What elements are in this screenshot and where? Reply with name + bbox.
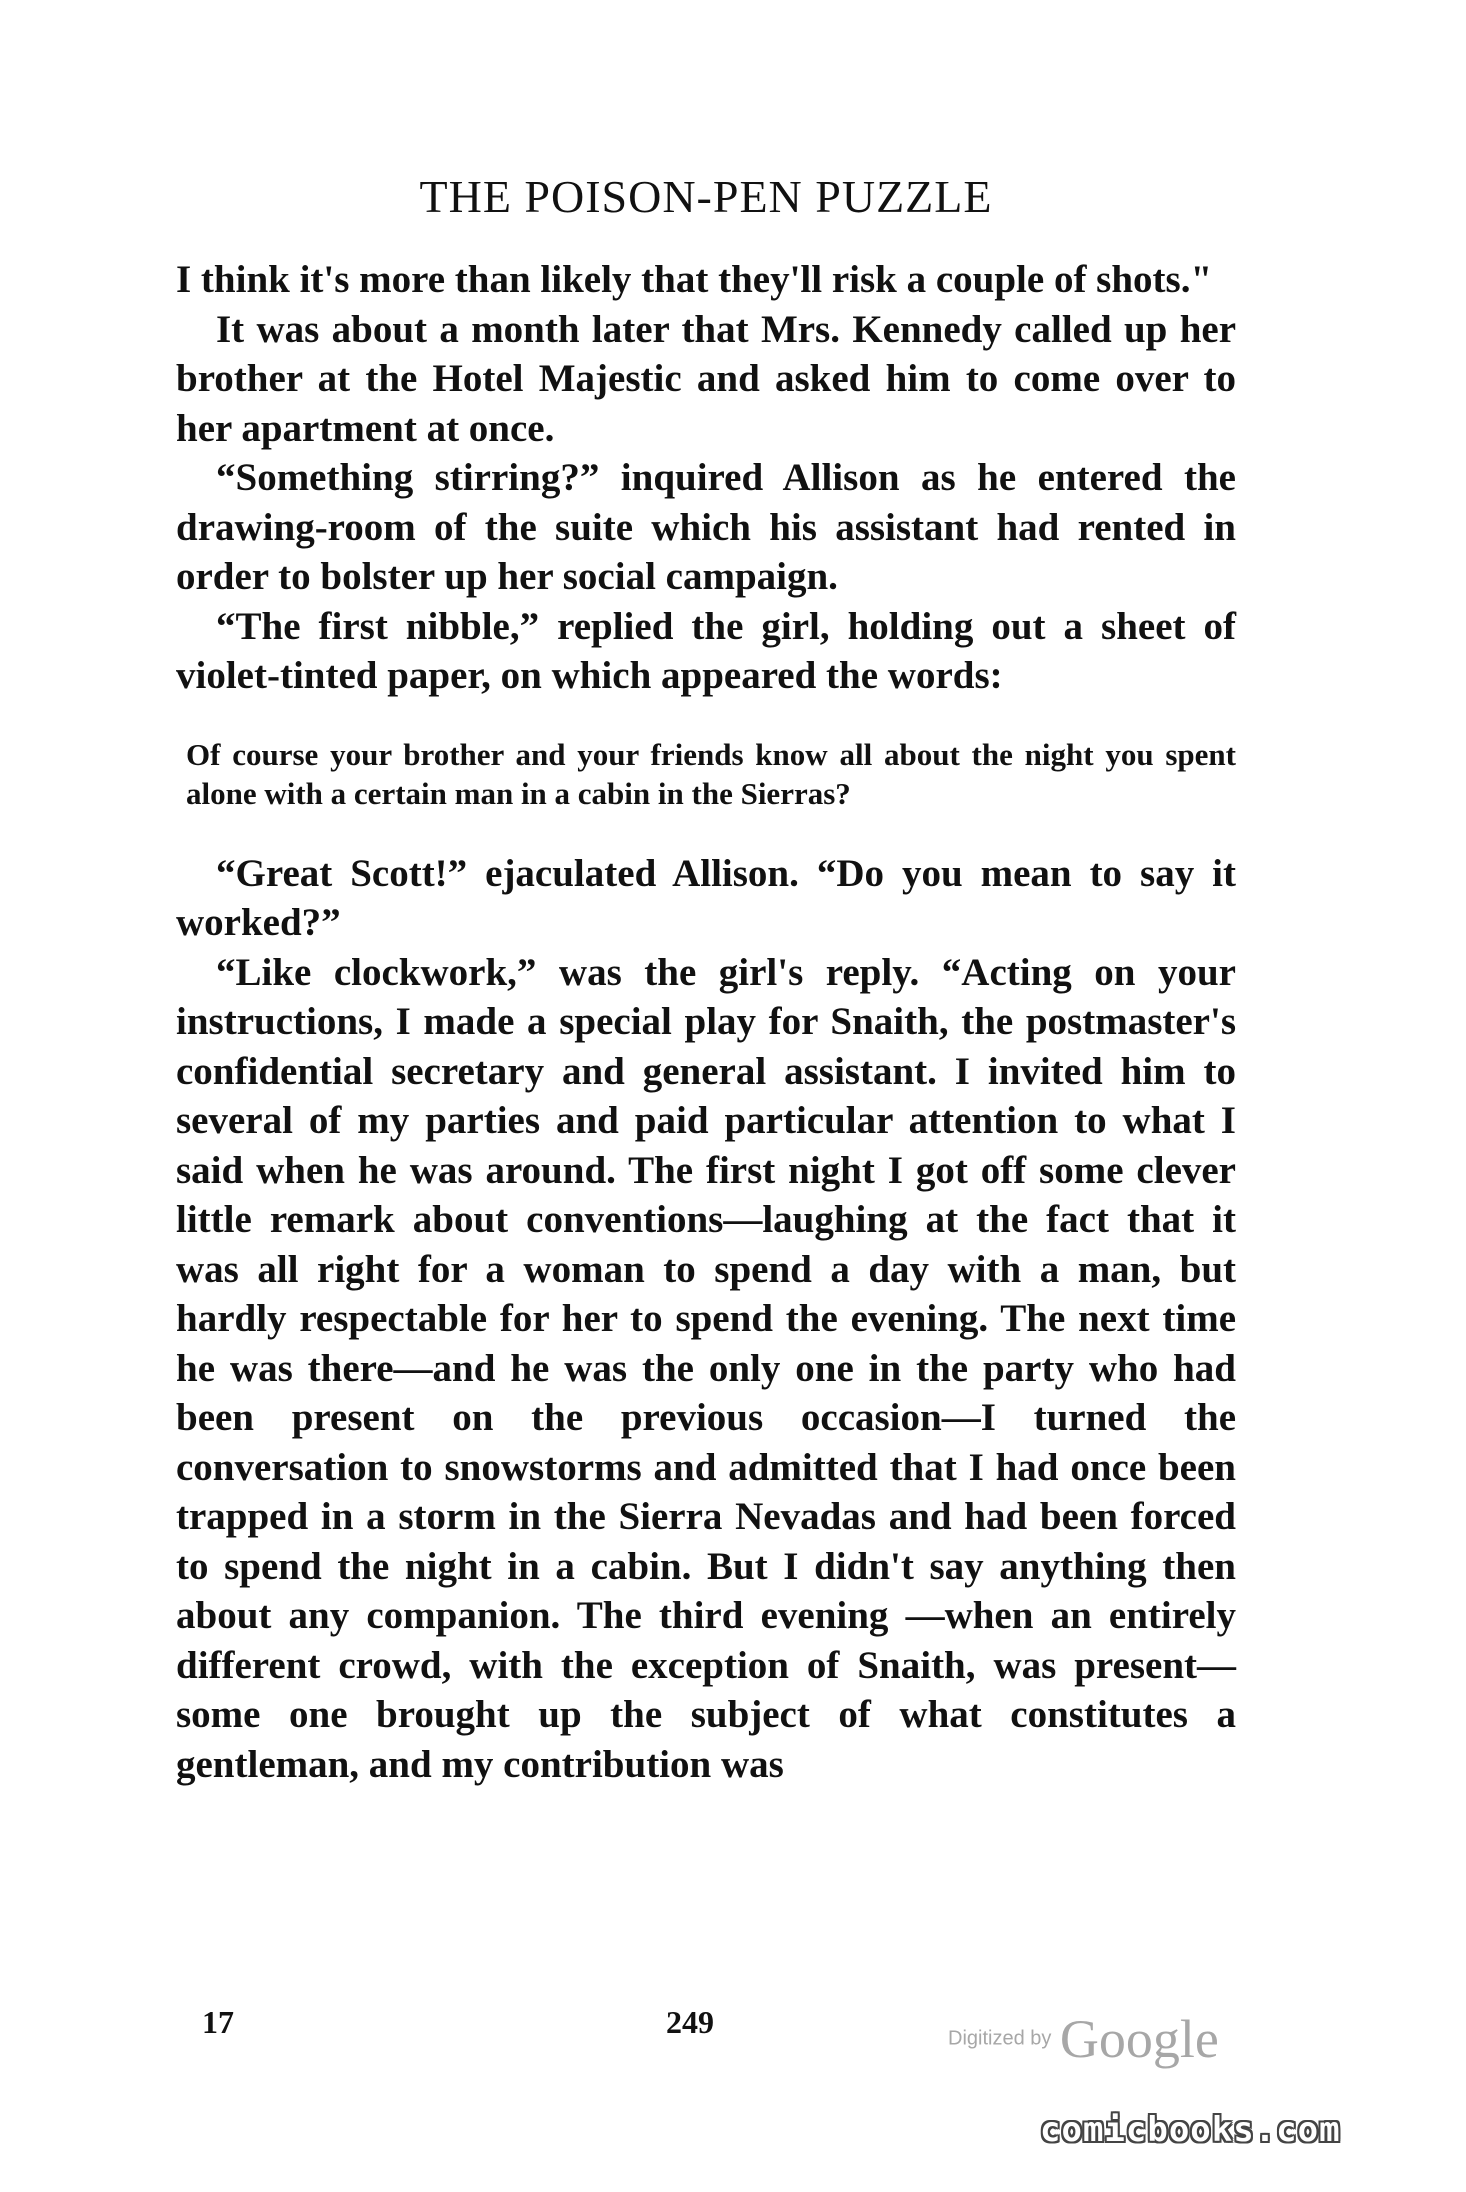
paragraph: It was about a month later that Mrs. Kennedy called up her brother at the Hotel Majestic and asked him to come over to her apartment at once. [176, 307, 1236, 450]
digitized-prefix: Digitized by [948, 2027, 1052, 2050]
book-page [176, 170, 1236, 1789]
digitized-by-stamp [948, 2008, 1219, 2070]
quoted-letter: Of course your brother and your friends know all about the night you spent alone with a certain man in a cabin in the Sierras? [186, 736, 1236, 811]
paragraph-continuation: I think it's more than likely that they'll risk a couple of shots." [176, 258, 1213, 301]
site-watermark: comicbooks.com [1040, 2110, 1341, 2150]
paragraph: “The first nibble,” replied the girl, holding out a sheet of violet-tinted paper, on which appeared the words: [176, 604, 1236, 697]
signature-mark: 17 [202, 2004, 234, 2040]
page-number: 249 [666, 2004, 714, 2040]
paragraph: “Like clockwork,” was the girl's reply. “Acting on your instructions, I made a special play for Snaith, the postmaster's confidential secretary and general assistant. I invited him to several of my parties and paid particular attention to what I said when he was around. The first night I got off some clever little remark about conventions—laughing at the fact that it was all right for a woman to spend a day with a man, but hardly respectable for her to spend the evening. The next time he was there—and he was the only one in the party who had been present on the previous occasion—I turned the conversation to snowstorms and admitted that I had once been trapped in a storm in the Sierra Nevadas and had been forced to spend the night in a cabin. But I didn't say anything then about any companion. The third evening —when an entirely different crowd, with the exception of Snaith, was present—some one brought up the subject of what constitutes a gentleman, and my contribution was [176, 950, 1236, 1786]
paragraph: “Great Scott!” ejaculated Allison. “Do you mean to say it worked?” [176, 851, 1236, 944]
paragraph: “Something stirring?” inquired Allison as he entered the drawing-room of the suite which his assistant had rented in order to bolster up her social campaign. [176, 456, 1236, 598]
running-title: THE POISON-PEN PUZZLE [419, 171, 993, 222]
google-logo: Google [1059, 2009, 1219, 2069]
